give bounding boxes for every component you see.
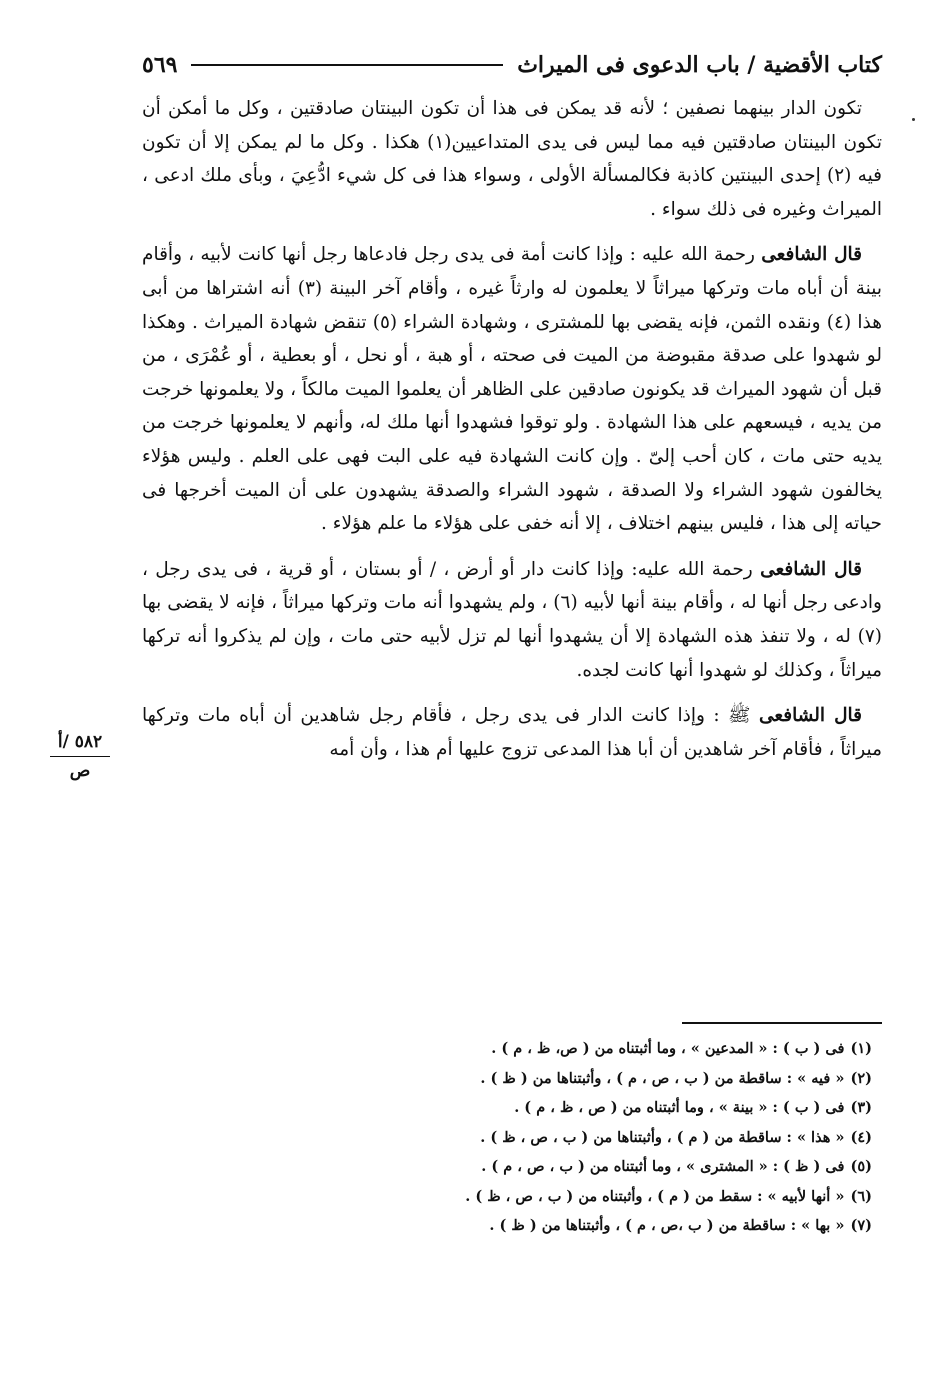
paragraph — [142, 92, 882, 226]
footnote-number: (١) — [850, 1040, 872, 1057]
paragraph-text: ﷺ : وإذا كانت الدار فى يدى رجل ، فأقام رجل شاهدين أن أباه مات وتركها ميراثاً ، فأقام آخر شاهدين أن أبا هذا المدعى تزوج عليها أم هذا ، وأن أمه — [142, 705, 882, 760]
footnote-number: (٦) — [850, 1187, 872, 1205]
footnotes — [142, 1034, 882, 1241]
footnote — [142, 1093, 882, 1123]
footnote — [142, 1152, 882, 1182]
footnote-number: (٤) — [850, 1128, 872, 1146]
footnote — [142, 1123, 882, 1153]
footnote — [142, 1211, 882, 1241]
body-text — [142, 92, 882, 778]
paragraph-text: تكون الدار بينهما نصفين ؛ لأنه قد يمكن فى هذا أن تكون البينتان صادقتين ، وكل ما أمكن أن تكون البينتان صادقتين فيه مما ليس فى يدى المتداعيين(١) هكذا . وكل ما لم يمكن إلا أن تكون فيه (٢) إحدى البينتين كاذبة فكالمسألة الأولى ، وسواء هذا فى كل شيء ادُّعِيَ ، وبأى ملك ادعى ، الميراث وغيره فى ذلك سواء . — [142, 98, 882, 220]
paragraph — [142, 553, 882, 687]
footnote-text: فى ( ظ ) : « المشترى » ، وما أثبتناه من ( ب ، ص ، م ) . — [481, 1158, 845, 1175]
footnote-text: فى ( ب ) : « المدعين » ، وما أثبتناه من ( ص، ظ ، م ) . — [491, 1040, 845, 1057]
paragraph-text: رحمة الله عليه : وإذا كانت أمة فى يدى رجل فادعاها رجل أنها كانت لأبيه ، وأقام بينة أن أباه مات وتركها ميراثاً لا يعلمون له وارثاً غيره ، وأقام آخر البينة (٣) أنه اشتراها من أبى هذا (٤) ونقده الثمن، فإنه يقضى بها للمشترى ، وشهادة الشراء (٥) تنقض شهادة الميراث . وهكذا لو شهدوا على صدقة مقبوضة من الميت فى صحته ، أو هبة ، أو نحل ، أو بعطية ، أو عُمْرَى ، من قبل أن شهود الميراث قد يكونون صادقين على الظاهر أن يعلموا الميت مالكاً ، ولا يعلمونها خرجت من يديه ، فيسعهم على هذا الشهادة . ولو توقوا فشهدوا أنها ملك له، وأنهم لا يعلمونها خرجت من يديه حتى مات ، كان أحب إلىّ . وإن كانت الشهادة فيه على البت فهى على العلم . وليس هؤلاء يخالفون شهود الشراء ولا الصدقة ، شهود الشراء والصدقة يشهدون على أن الميت أخرجها فى حياته إلى هذا ، فليس بينهم اختلاف ، إلا أنه خفى على هؤلاء ما علم هؤلاء . — [142, 244, 882, 535]
page-number: ٥٦٩ — [142, 52, 178, 78]
footnote-text: « أنها لأبيه » : سقط من ( م ) ، وأثبتناه من ( ب ، ص ، ظ ) . — [465, 1187, 845, 1205]
footnote — [142, 1064, 882, 1094]
paragraph — [142, 699, 882, 766]
running-title: كتاب الأقضية / باب الدعوى فى الميراث — [517, 52, 882, 78]
footnote-number: (٥) — [850, 1158, 872, 1175]
footnote-text: فى ( ب ) : « بينة » ، وما أثبتناه من ( ص ، ظ ، م ) . — [514, 1099, 845, 1116]
footnote-number: (٧) — [850, 1217, 872, 1234]
manuscript-folio-reference — [44, 732, 116, 781]
footnote-text: « بها » : ساقطة من ( ب ،ص ، م ) ، وأثبتناها من ( ظ ) . — [489, 1217, 845, 1234]
footnote-text: « فيه » : ساقطة من ( ب ، ص ، م ) ، وأثبتناها من ( ظ ) . — [480, 1069, 845, 1087]
paragraph-speaker: قال الشافعى — [758, 705, 862, 727]
paragraph — [142, 238, 882, 540]
paragraph-speaker: قال الشافعى — [761, 244, 863, 266]
footnote-number: (٢) — [850, 1069, 872, 1087]
footnote-separator — [682, 1022, 882, 1024]
folio-rule — [50, 756, 110, 757]
scan-speck — [912, 118, 915, 121]
header-rule — [191, 64, 503, 66]
footnote — [142, 1034, 882, 1064]
paragraph-speaker: قال الشافعى — [760, 558, 862, 580]
folio-number: ٥٨٢ /أ — [57, 732, 103, 752]
footnote-number: (٣) — [850, 1099, 872, 1116]
footnote — [142, 1182, 882, 1212]
footnote-text: « هذا » : ساقطة من ( م ) ، وأثبتناها من ( ب ، ص ، ظ ) . — [480, 1128, 845, 1146]
running-header — [142, 45, 882, 85]
paragraph-text: رحمة الله عليه: وإذا كانت دار أو أرض ، / أو بستان ، أو قرية ، فى يدى رجل ، وادعى رجل أنها له ، وأقام بينة أنها لأبيه (٦) ، ولم يشهدوا أنه مات وتركها ميراثاً ، فإنه لا يقضى بها (٧) له ، ولا تنفذ هذه الشهادة إلا أن يشهدوا أنها لم تزل لأبيه حتى مات ، وإن لم يذكروا أنه تركها ميراثاً ، وكذلك لو شهدوا أنها كانت لجده. — [142, 558, 882, 681]
folio-label: ص — [69, 761, 91, 781]
